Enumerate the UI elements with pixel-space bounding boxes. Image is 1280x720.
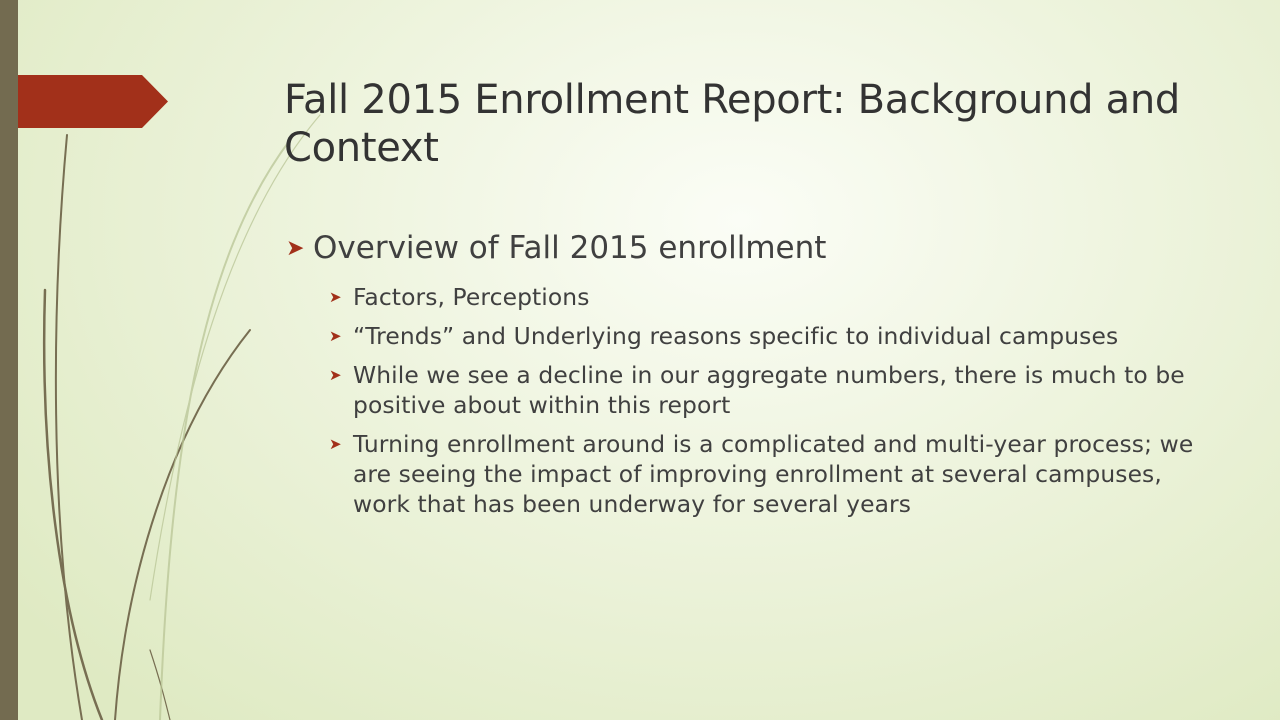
sub-bullet-trends xyxy=(284,321,1224,351)
bullet-text: Overview of Fall 2015 enrollment xyxy=(313,230,827,266)
sub-bullet-text: While we see a decline in our aggregate numbers, there is much to be positive about within this report xyxy=(353,361,1185,419)
slide-title: Fall 2015 Enrollment Report: Background and Context xyxy=(284,77,1181,171)
arrowhead-bullet-icon: ➤ xyxy=(329,327,342,345)
arrowhead-bullet-icon: ➤ xyxy=(329,366,342,384)
bullet-overview xyxy=(284,228,1224,268)
sub-bullet-text: Turning enrollment around is a complicated and multi-year process; we are seeing the impact of improving enrollment at several campuses, work that has been underway for several years xyxy=(353,430,1194,518)
title-accent-tab xyxy=(18,75,168,128)
arrowhead-bullet-icon: ➤ xyxy=(329,435,342,453)
sub-bullet-factors xyxy=(284,282,1224,312)
slide-content xyxy=(284,228,1224,528)
sub-bullet-turning xyxy=(284,429,1224,519)
sub-bullet-decline xyxy=(284,360,1224,420)
sub-bullet-text: Factors, Perceptions xyxy=(353,283,590,311)
arrowhead-bullet-icon: ➤ xyxy=(329,288,342,306)
arrowhead-bullet-icon: ➤ xyxy=(286,236,305,261)
sub-bullet-text: “Trends” and Underlying reasons specific to individual campuses xyxy=(353,322,1119,350)
